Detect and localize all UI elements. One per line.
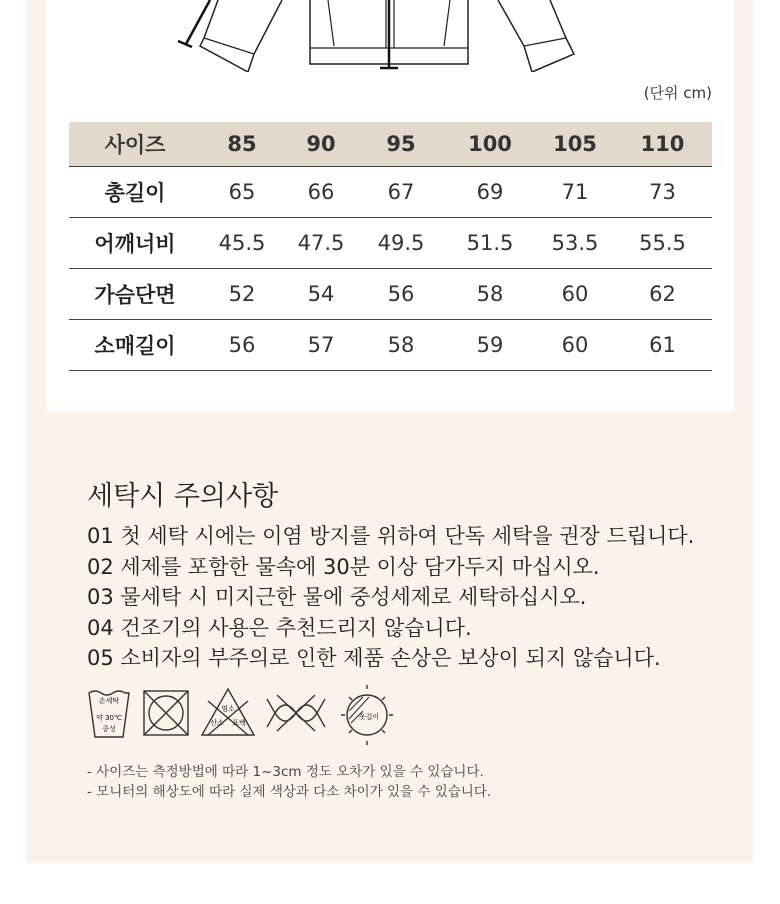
table-row bbox=[69, 217, 712, 268]
note-item: - 사이즈는 측정방법에 따라 1~3cm 정도 오차가 있을 수 있습니다. bbox=[87, 764, 484, 780]
bleach-chlorine: 염소 bbox=[221, 705, 235, 713]
list-item: 01 첫 세탁 시에는 이염 방지를 위하여 단독 세탁을 권장 드립니다. bbox=[87, 524, 695, 548]
notes-list bbox=[87, 762, 491, 802]
care-icons bbox=[87, 685, 407, 747]
header-size: 90 bbox=[306, 131, 336, 156]
table-cell: 51.5 bbox=[466, 230, 514, 255]
size-table-header bbox=[69, 122, 712, 166]
table-cell: 56 bbox=[228, 332, 256, 357]
header-size: 100 bbox=[468, 131, 512, 156]
unit-note: (단위 cm) bbox=[643, 84, 712, 102]
header-size: 105 bbox=[553, 131, 597, 156]
jacket-illustration bbox=[170, 0, 590, 72]
table-row bbox=[69, 166, 712, 217]
hand-wash-detergent: 중성 bbox=[102, 725, 116, 733]
table-cell: 71 bbox=[561, 179, 589, 204]
row-label: 어깨너비 bbox=[94, 231, 176, 256]
table-cell: 53.5 bbox=[551, 230, 599, 255]
no-bleach-icon bbox=[200, 687, 256, 739]
wash-care-list bbox=[87, 521, 694, 674]
table-cell: 65 bbox=[228, 179, 256, 204]
table-cell: 60 bbox=[561, 332, 589, 357]
table-cell: 60 bbox=[561, 281, 589, 306]
table-cell: 45.5 bbox=[218, 230, 266, 255]
table-cell: 69 bbox=[476, 179, 504, 204]
table-cell: 47.5 bbox=[297, 230, 345, 255]
header-size: 95 bbox=[386, 131, 416, 156]
row-label: 가슴단면 bbox=[94, 282, 176, 307]
table-cell: 61 bbox=[649, 332, 676, 357]
table-cell: 66 bbox=[307, 179, 335, 204]
row-label: 소매길이 bbox=[94, 333, 176, 358]
no-tumble-dry-icon bbox=[142, 689, 190, 737]
table-row bbox=[69, 319, 712, 370]
table-cell: 59 bbox=[476, 332, 504, 357]
table-cell: 55.5 bbox=[639, 230, 686, 255]
bleach-oxygen: 산소 bbox=[210, 719, 224, 727]
header-label: 사이즈 bbox=[104, 132, 166, 157]
header-size: 110 bbox=[640, 131, 685, 156]
hand-wash-temp: 약 30℃ bbox=[96, 714, 122, 722]
list-item: 04 건조기의 사용은 추천드리지 않습니다. bbox=[87, 615, 472, 640]
table-cell: 57 bbox=[307, 332, 335, 357]
table-cell: 54 bbox=[307, 281, 335, 306]
shade-dry-icon bbox=[339, 685, 395, 745]
hand-wash-label: 손세탁 bbox=[98, 697, 120, 705]
table-cell: 58 bbox=[476, 281, 504, 306]
hand-wash-icon bbox=[87, 685, 131, 741]
table-cell: 56 bbox=[387, 281, 415, 306]
size-table bbox=[69, 122, 712, 371]
list-item: 05 소비자의 부주의로 인한 제품 손상은 보상이 되지 않습니다. bbox=[87, 646, 661, 670]
bleach-label: 표백 bbox=[232, 719, 246, 727]
wash-care-title: 세탁시 주의사항 bbox=[87, 481, 279, 512]
table-cell: 73 bbox=[649, 179, 676, 204]
table-cell: 49.5 bbox=[377, 230, 425, 255]
row-label: 총길이 bbox=[104, 180, 166, 205]
table-row bbox=[69, 268, 712, 319]
table-cell: 67 bbox=[387, 179, 415, 204]
no-wring-icon bbox=[265, 693, 327, 733]
hanger-label: 옷걸이 bbox=[358, 713, 380, 721]
header-size: 85 bbox=[227, 131, 257, 156]
note-item: - 모니터의 해상도에 따라 실제 색상과 다소 차이가 있을 수 있습니다. bbox=[87, 784, 492, 800]
table-cell: 52 bbox=[228, 281, 256, 306]
table-cell: 62 bbox=[649, 281, 676, 306]
list-item: 02 세제를 포함한 물속에 30분 이상 담가두지 마십시오. bbox=[87, 554, 600, 579]
table-cell: 58 bbox=[387, 332, 415, 357]
list-item: 03 물세탁 시 미지근한 물에 중성세제로 세탁하십시오. bbox=[87, 585, 587, 609]
